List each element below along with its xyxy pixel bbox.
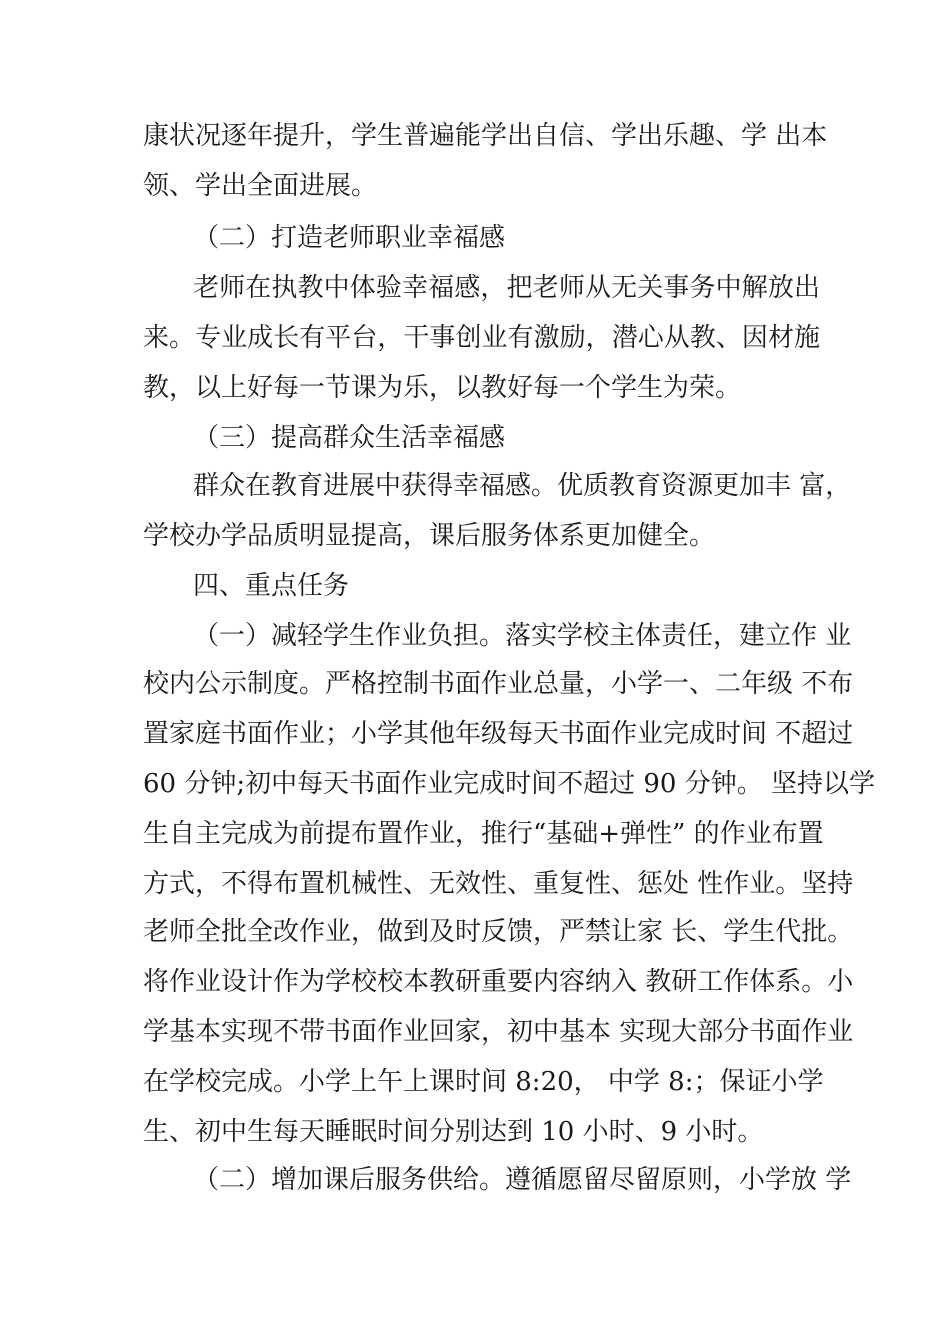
paragraph-line: 将作业设计作为学校校本教研重要内容纳入 教研工作体系。小 <box>143 967 854 997</box>
paragraph-line: 老师在执教中体验幸福感，把老师从无关事务中解放出 <box>193 273 820 303</box>
section-heading: （三）提高群众生活幸福感 <box>193 423 506 453</box>
paragraph-line: 生、初中生每天睡眠时间分别达到 10 小时、9 小时。 <box>143 1117 764 1147</box>
paragraph-line: 群众在教育进展中获得幸福感。优质教育资源更加丰 富， <box>193 471 852 501</box>
paragraph-line: 置家庭书面作业；小学其他年级每天书面作业完成时间 不超过 <box>143 719 854 749</box>
paragraph-line: 在学校完成。小学上午上课时间 8:20， 中学 8:；保证小学 <box>143 1067 824 1097</box>
paragraph-line: 学基本实现不带书面作业回家，初中基本 实现大部分书面作业 <box>143 1017 854 1047</box>
paragraph-line: 校内公示制度。严格控制书面作业总量，小学一、二年级 不布 <box>143 669 854 699</box>
paragraph-line: 老师全批全改作业，做到及时反馈，严禁让家 长、学生代批。 <box>143 917 854 947</box>
paragraph-line: 康状况逐年提升，学生普遍能学出自信、学出乐趣、学 出本 <box>143 121 828 151</box>
paragraph-line: 领、学出全面进展。 <box>143 171 378 201</box>
section-heading: 四、重点任务 <box>193 571 350 601</box>
paragraph-line: 方式，不得布置机械性、无效性、重复性、惩处 性作业。坚持 <box>143 869 854 899</box>
section-heading: （二）打造老师职业幸福感 <box>193 223 506 253</box>
paragraph-line: 教，以上好每一节课为乐，以教好每一个学生为荣。 <box>143 373 742 403</box>
paragraph-line: （一）减轻学生作业负担。落实学校主体责任，建立作 业 <box>193 621 852 651</box>
paragraph-line: 来。专业成长有平台，干事创业有激励，潜心从教、因材施 <box>143 323 820 353</box>
paragraph-line: （二）增加课后服务供给。遵循愿留尽留原则，小学放 学 <box>193 1165 852 1195</box>
paragraph-line: 学校办学品质明显提高，课后服务体系更加健全。 <box>143 521 716 551</box>
paragraph-line: 生自主完成为前提布置作业，推行“基础+弹性” 的作业布置 <box>143 819 824 849</box>
paragraph-line: 60 分钟;初中每天书面作业完成时间不超过 90 分钟。 坚持以学 <box>143 769 875 799</box>
